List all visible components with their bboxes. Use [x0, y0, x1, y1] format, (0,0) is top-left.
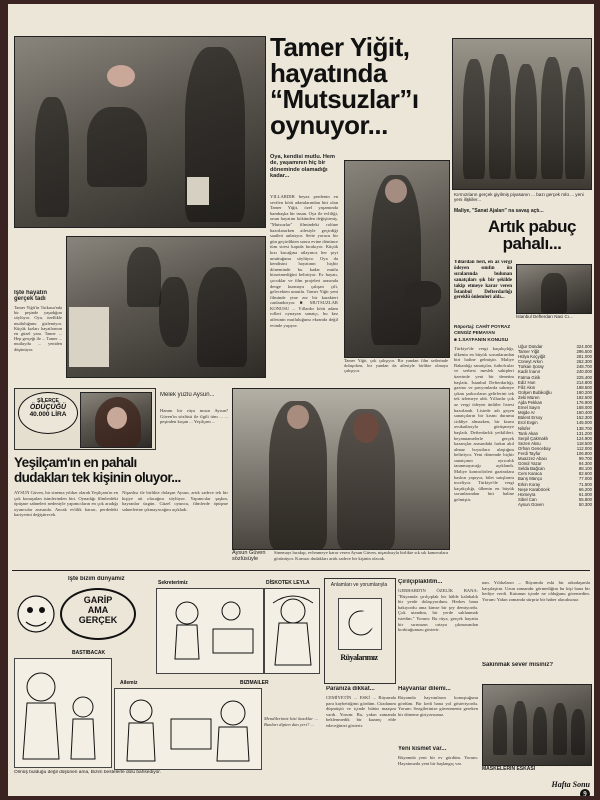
second-headline-line2: pahalı... [502, 234, 562, 253]
prize-ad-line1: ŞİLERCE [37, 398, 59, 404]
col2-text: GERHARD'IN ÖZELİK BANA: "Rüyamda çırılçıplak bir hâlde kalabalık bir yerde dolaşıyordum. Herkes bana bakıyordu ama kimse bir şey demiyordu. Çok utandım, bir yerde saklanmak istedim." Yorum: Bu rüya, gerçek hayatta bir sırrınızın ortaya çıkmasından korktuğunuzu gösterir. [398, 588, 478, 633]
col5-text-top: nan. Yıldızların ... Rüyamda eski bir arkadaşımla karşılaştım. Uzun zamandır görmediğim bu kişi bana bir hediye verdi. Kutunun içinde ne olduğunu göremedim. Yorum: Yakın zamanda sürpriz bir haber alacaksınız. [482, 580, 590, 602]
second-headline [470, 218, 594, 252]
photo-aysun-couple [232, 388, 450, 550]
tax-list-name: Türkan Şoray [518, 364, 544, 370]
tax-list-name: Hümeyra [518, 491, 536, 497]
tax-list-value: 168.000 [576, 405, 592, 411]
photo-family-living-room [14, 36, 266, 228]
col3-title: Hayvanlar dilemi... [398, 686, 451, 692]
tax-list-name: Kadir İnanır [518, 369, 541, 375]
third-headline-line1: Yeşilçam'ın en pahalı [14, 455, 137, 470]
tax-list [518, 344, 592, 558]
tax-list-value: 55.800 [578, 496, 592, 502]
maliye-caption: Maliye, "Sanat Ajaları" na savaş açtı... [454, 208, 544, 214]
magazine-page [8, 4, 594, 796]
cartoon-label-bizimailer: BIZIMAILER [240, 680, 269, 686]
main-headline-line2: hayatında [270, 58, 387, 88]
tax-list-value: 88.100 [578, 466, 592, 472]
tax-list-name: Sezen Aksu [518, 440, 541, 446]
tax-list-name: Serpil Çakmaklı [518, 435, 549, 441]
tax-list-name: Ajda Pekkan [518, 400, 543, 406]
cartoon-label-sekreter: Sekreterimiz [158, 580, 188, 586]
second-headline-line1: Artık pabuç [487, 217, 577, 236]
masks-caption: MASKELERIN ESKASI [482, 766, 536, 772]
third-article-col2: Nişanlısı ile birlikte dolaşan Aysun, artık sadece tek bir kişiye ait olacağını söylüyor. Yapımcılar şaşkın, hayranlar üzgün. Güzel oyuncu, filmlerde öpüşme sahnelerine çıkmayacağını açıkladı. [122, 490, 228, 512]
tax-list-name: Orhan Gencebay [518, 445, 551, 451]
tax-list-name: Hülya Koçyiğit [518, 354, 546, 360]
tax-list-value: 71.500 [578, 481, 592, 487]
tax-list-name: Muazzez Abacı [518, 456, 548, 462]
badge-line2: AMA [87, 605, 109, 615]
main-headline [270, 34, 440, 138]
tax-list-value: 138.700 [576, 425, 592, 431]
tax-list-name: Uğur Dündar [518, 344, 543, 349]
tax-list-name: Cem Karaca [518, 471, 542, 477]
photo-group-portrait [452, 38, 592, 190]
tax-list-name: Ediz Hun [518, 379, 536, 385]
tax-list-name: Selda Bağcan [518, 466, 545, 472]
photo-defterdar [516, 264, 592, 314]
aysun-couple-caption-text: Sinemayı bırakıp, evlenmeye karar veren Aysun Güven, nişanlısıyla birlikte sık sık kameralara görünüyor. Kırmızı dudakları artık sadece bir kişinin olacak. [274, 550, 448, 561]
group-photo-caption: Kırmızıların gerçek giyilmiş piyasanın ... bazı gerçek rolü ... yeni yeni ilişkiler... [454, 192, 584, 203]
tax-list-value: 131.200 [576, 430, 592, 436]
tax-list-name: Aysun Güven [518, 501, 544, 507]
tax-list-value: 66.200 [578, 486, 592, 492]
tax-list-name: Barış Manço [518, 476, 543, 482]
tax-list-value: 50.300 [578, 501, 592, 507]
prize-ad-amount: 40.000 LİRA [29, 411, 67, 418]
tax-list-name: Filiz Akın [518, 384, 536, 390]
tax-list-value: 281.000 [576, 354, 592, 360]
footer-brand-text: Hafta Sonu [551, 780, 590, 789]
tax-list-value: 118.500 [576, 440, 592, 446]
ruya-illustration [338, 598, 382, 650]
tax-list-value: 99.700 [578, 456, 592, 462]
col4-text: Rüyamda yeni bir ev gördüm. Yorum: Hayatınızda yeni bir başlangıç var. [398, 755, 478, 766]
col2-title: Çırılçıplaklıtm... [398, 579, 443, 585]
photo-man-phone [344, 160, 450, 358]
second-deck: Yıllardan beri, en az vergi ödeyen sınıfın ön sıralarında bulunan sanatçıları şık bir şekilde takip etmeye karar veren İstanbul Defterdarlığı gereklü önlemleri aldı... [454, 260, 512, 301]
third-headline-line2: dudakları tek kişinin oluyor... [14, 469, 181, 485]
second-byline: Röportaj: CAHİT POYRAZ CENGİZ PEMAYAN [454, 324, 511, 336]
tax-list-value: 324.000 [576, 344, 592, 349]
main-headline-line4: oynuyor... [270, 110, 388, 140]
tax-list-value: 296.500 [576, 349, 592, 355]
second-section-label: ■ 1.SAYFANIN KONUSU [454, 338, 509, 343]
tax-list-value: 82.600 [578, 471, 592, 477]
cartoon-disko-panel [264, 588, 320, 674]
tax-list-value: 248.700 [576, 364, 592, 370]
garip-ama-gercek-badge [60, 588, 136, 640]
tax-list-value: 112.000 [576, 445, 592, 451]
melek-text: Hanım bir rüya mısın Aysun? Güven'in sözlüsü ile ilgili tüm ... ... peşinden koşan ... Yeşilçam ... [160, 408, 228, 425]
cartoon-bastibacak-panel [14, 658, 112, 768]
prize-ad-badge [18, 392, 78, 434]
cartoon-aile-panel [114, 688, 262, 770]
badge-line1: GARİP [83, 595, 113, 605]
cartoon-sekreter-panel [156, 588, 264, 674]
family-caption-text: Tamer Yiğit'in Tutkusu'nda bir peşinde yaşadığını söylüyor. Oya, özellikle mutluluğunu gizlemiyor. Küçük kızları hayatlarının en güzel yanı. Tamer ... Hep gerçeği ile ... Tamer ... mutluydu ... yeniden düşünüyor. [14, 305, 62, 352]
tax-list-name: Sibel Can [518, 496, 537, 502]
badge-line3: GERÇEK [78, 615, 118, 625]
main-deck: Oya, kendisi mutlu. Hem de, yaşamının hiç bir döneminde olamadığı kadar... [270, 154, 335, 180]
tax-list-value: 198.600 [576, 384, 592, 390]
third-article-col1: AYSUN Güven, bir sinema yıldızı olarak Yeşilçam'ın en çok konuşulan isimlerinden biri. Oynadığı filmlerdeki öpüşme sahneleri nedeniyle yapımcıların en çok aradığı oyuncular arasında. Ancak evlilik kararı, perdedeki kariyerini değiştirecek. [14, 490, 118, 518]
tax-list-value: 124.900 [576, 435, 592, 441]
tax-list-value: 225.400 [576, 374, 592, 380]
tax-list-value: 94.300 [578, 461, 592, 467]
tax-list-name: Gülşen Bubikoğlu [518, 389, 552, 395]
main-headline-line1: Tamer Yiğit, [270, 32, 410, 62]
tax-list-name: Ferdi Tayfur [518, 450, 541, 456]
main-article-col2: Tamer Yiğit, çok çalışıyor. Bir yandan film setlerinde dolaşırken, bir yandan da ailesiyle birlikte olmaya çalışıyor. [344, 358, 448, 374]
col3-text: Rüyamda hayvanların konuştuğunu gördüm. Bir kedi bana yol gösteriyordu. Yorum: Sezgilerinize güvenmeniz gereken bir döneme giriyorsunuz. [398, 695, 478, 717]
tax-list-value: 152.300 [576, 415, 592, 421]
prize-ad-line2: ÖDÜÇÜĞÜ [29, 404, 67, 411]
tax-list-value: 176.900 [576, 400, 592, 406]
photo-aysun-portrait [80, 392, 152, 448]
footer-brand [540, 780, 590, 796]
cartoon-bizimailer-text: Mendilerimiz bizi kasıklar ... Bunları dipten dan yeri? ... [264, 716, 318, 727]
tax-list-name: Nilüfer [518, 425, 531, 431]
tax-list-name: Fatma Girik [518, 374, 541, 380]
tax-list-name: Cüneyt Arkın [518, 359, 543, 365]
tax-list-value: 77.000 [578, 476, 592, 482]
tax-list-name: Emel Sayın [518, 405, 540, 411]
photo-masks [482, 684, 592, 766]
main-headline-line3: “Mutsuzlar”ı [270, 84, 419, 114]
col2-subtitle: Paranıza dikkat... [326, 686, 375, 692]
tax-list-value: 190.200 [576, 389, 592, 395]
col4-title: Yeni kısmet var... [398, 746, 447, 752]
ruya-heading: Rüyalarımız [340, 653, 378, 662]
second-article-col1: Türkiye'de vergi kaçakçılığı, ülkenin en büyük sorunlarından biri haline gelmiştir. Maliye Bakanlığı sanatçılar, futbolcular ve serbest meslek sahipleri üzerinde yeni bir denetim başlattı. İstanbul Defterdarlığı, gazino ve pavyonlarda sahneye çıkan şarkıcıların gelirlerini tek tek izlemeye aldı. Yıllardır çok az vergi ödeyen ünlüler listesi hazırlandı. Listede adı geçen sanatçıların bir kısmı durumu ciddiye almazken, bir kısmı avukatlarıyla görüşmeye başladı. Defterdarlık yetkilileri, beyannamelerle gerçek kazançlar arasındaki farkın akıl almaz boyutlara ulaştığını belirtiyor. Yeni dönemde hiçbir sanatçının ayrıcalık tanınmayacağı açıklandı. Maliye kontrolörleri gazinolara baskın yapıyor, bilet satışlarını inceliyor. Türkiye'de vergi kaçakçılığı, ülkenin en büyük sorunlarından biri haline gelmiştir. [454, 346, 514, 503]
tax-list-name: Neşe Karaböcek [518, 486, 550, 492]
tax-list-name: Müjde Ar [518, 410, 535, 416]
cartoon-label-disko: DİSKOTEK LEYLA [266, 580, 310, 586]
footer-page-number: 9 [580, 789, 590, 796]
tax-list-name: Tamer Yiğit [518, 349, 540, 355]
tax-list-name: Gönül Yazar [518, 461, 542, 467]
defterdar-caption: İstanbul Defterdarı Naci Cı... [516, 314, 573, 319]
moon-icon [339, 599, 381, 649]
cartoon-label-bastibacak: BASTIBACAK [72, 650, 106, 656]
ruya-title: Anlamları ve yorumlarıyla [330, 582, 388, 588]
tax-list-value: 214.800 [576, 379, 592, 385]
tax-list-value: 145.000 [576, 420, 592, 426]
cartoon-section-title: İşte bizim dünyamız [68, 576, 125, 582]
cartoon-bottom-caption: Ölmüş bulduğu değil düşünen ama, Bizim bestelerle dolu bahsediyor. [14, 770, 161, 775]
section-divider [12, 570, 590, 571]
tax-list-value: 160.400 [576, 410, 592, 416]
third-headline [14, 456, 230, 484]
tax-list-name: Erol Evgin [518, 420, 538, 426]
tax-list-name: Zeki Müren [518, 394, 540, 400]
tax-list-value: 106.800 [576, 450, 592, 456]
tax-list-name: Erkin Koray [518, 481, 541, 487]
photo-family-floor [66, 236, 266, 378]
tax-list-value: 240.000 [576, 369, 592, 375]
tax-list-name: Tarık Akan [518, 430, 539, 436]
family-caption-title: İşte hayatın gerçek tadı [14, 290, 48, 303]
tax-list-value: 262.300 [576, 359, 592, 365]
tax-list-name: Bülent Ersoy [518, 415, 543, 421]
tax-list-value: 182.500 [576, 394, 592, 400]
melek-label: Melek yüzlü Aysun... [160, 392, 215, 398]
col5-title: Sakınmak sever misiniz? [482, 662, 554, 668]
aysun-couple-caption: Aysun Güven sözlüsüyle [232, 550, 266, 563]
col2-sub-text: CEMİYETİN ... ESKİ ... Rüyamda para kaybettiğimi gördüm. Cüzdanım düşmüştü ve içinde bütün maaşım vardı. Yorum: Bu, yakın zamanda beklenmedik bir kazanç elde edeceğinizi gösterir. [326, 695, 396, 728]
tax-list-row [518, 502, 592, 507]
cartoon-label-aile: Ailemiz [120, 680, 138, 686]
main-article-col1: YILLARDIR beyaz perdenin en sevilen kötü adamlarından biri olan Tamer Yiğit, özel yaşamında bambaşka bir insan. Oya ile evliliği, onun hayatını kökünden değiştirmiş. "Mutsuzlar" filmindeki rolüne hazırlanırken ailesiyle geçirdiği saatleri anlatıyor. Sette yorucu bir gün geçirdikten sonra evine dönünce tüm stresi kapıda bırakıyor. Küçük kızı kucağına atlayınca her şeyi unuttuğunu söylüyor. Oya da kendisini hayatının hiçbir döneminde bu kadar mutlu hissetmediğini belirtiyor. Ev hayatı, çocuklar ve film projeleri arasında denge kurmaya çalışan çift, gelecekten umutlu. Tamer Yiğit yeni filminde yine zor bir karakteri canlandırıyor. ■ MUTSUZLAR KONUSU ... Yıllardır kötü adam rolleri oynayan sanatçı, bu kez ailesinin mutluluğunu ekranda değil evinde yaşıyor. [270, 194, 338, 328]
tax-list-value: 61.000 [578, 491, 592, 497]
